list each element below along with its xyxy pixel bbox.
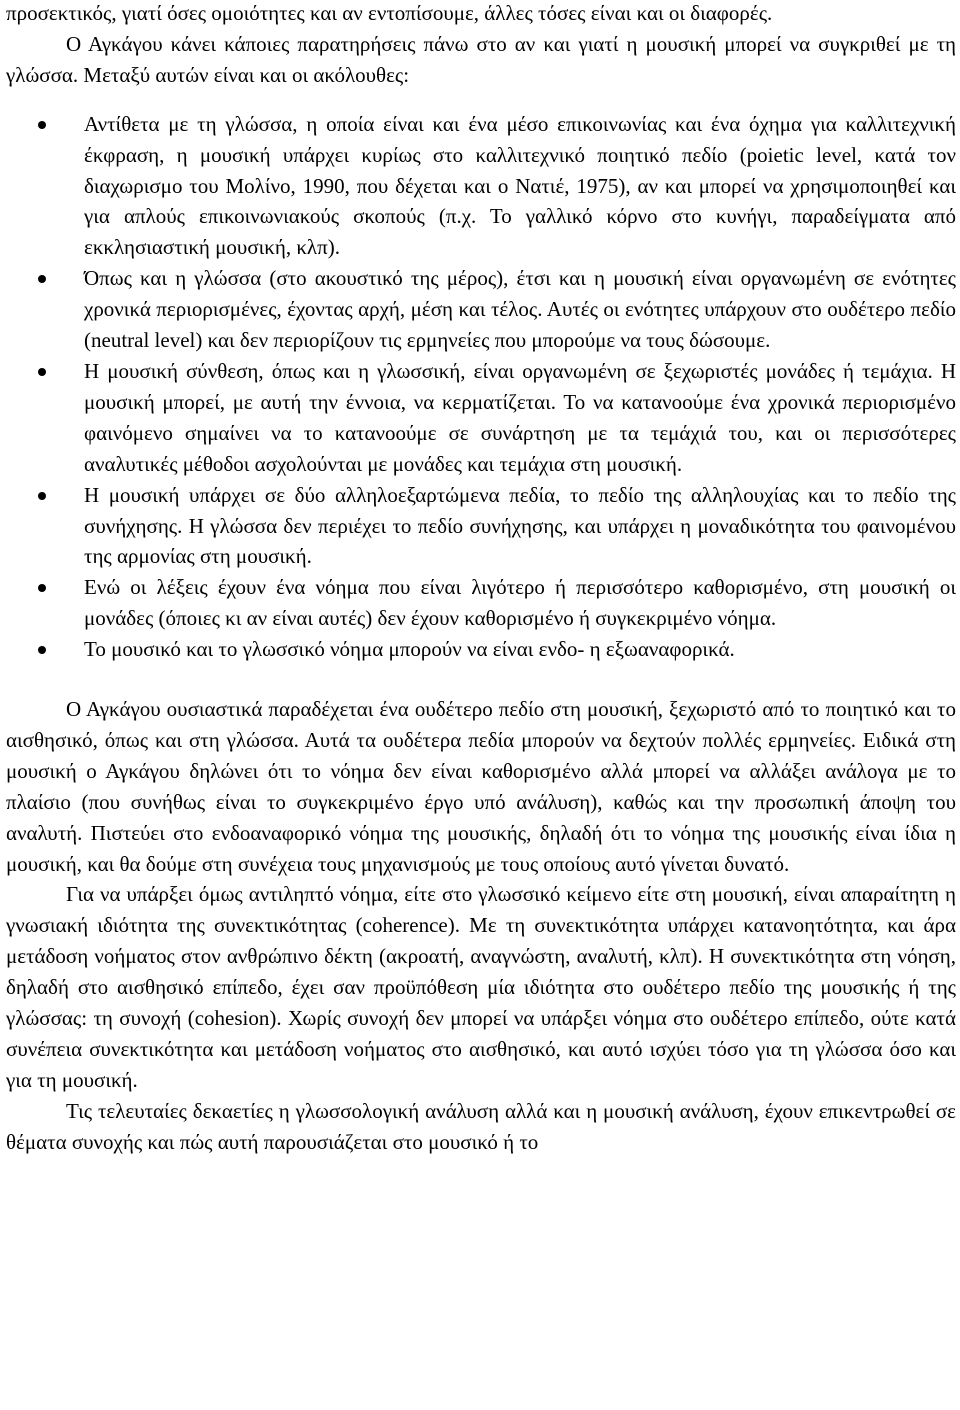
section-spacer [6,665,956,694]
body-paragraph: Για να υπάρξει όμως αντιληπτό νόημα, είτε στο γλωσσικό κείμενο είτε στη μουσική, είναι απαραίτητη η γνωσιακή ιδιότητα της συνεκτικότητας (coherence). Με τη συνεκτικότητα υπάρχει κατανοητότητα, και άρα μετάδοση νοήματος στον ανθρώπινο δέκτη (ακροατή, αναγνώστη, αναλυτή, κλπ). Η συνεκτικότητα στη νόηση, δηλαδή στο αισθησικό επίπεδο, έχει σαν προϋπόθεση μία ιδιότητα στο ουδέτερο πεδίο της μουσικής ή της γλώσσας: τη συνοχή (cohesion). Χωρίς συνοχή δεν μπορεί να υπάρξει νόημα στο ουδέτερο επίπεδο, ούτε κατά συνέπεια συνεκτικότητα και μετάδοση νοήματος στο αισθησικό, και αυτό ισχύει τόσο για τη γλώσσα όσο και για τη μουσική. [6,882,956,1092]
list-item [6,263,956,356]
bullet-icon [38,584,46,592]
bullet-icon [38,368,46,376]
list-item [6,572,956,634]
body-paragraph: Τις τελευταίες δεκαετίες η γλωσσολογική ανάλυση αλλά και η μουσική ανάλυση, έχουν επικεντρωθεί σε θέματα συνοχής και πώς αυτή παρουσιάζεται στο μουσικό ή το [6,1098,956,1154]
observations-list [6,109,956,665]
list-item-text: Όπως και η γλώσσα (στο ακουστικό της μέρος), έτσι και η μουσική είναι οργανωμένη σε ενότητες χρονικά περιορισμένες, έχοντας αρχή, μέση και τέλος. Αυτές οι ενότητες υπάρχουν στο ουδέτερο πεδίο (neutral level) και δεν περιορίζουν τις ερμηνείες που μπορούμε να τους δώσουμε. [84,266,956,353]
list-item-text: Η μουσική υπάρχει σε δύο αλληλοεξαρτώμενα πεδία, το πεδίο της αλληλουχίας και το πεδίο της συνήχησης. Η γλώσσα δεν περιέχει το πεδίο συνήχησης, και υπάρχει η μοναδικότητα του φαινομένου της αρμονίας στη μουσική. [84,482,956,569]
list-item-text: Ενώ οι λέξεις έχουν ένα νόημα που είναι λιγότερο ή περισσότερο καθορισμένο, στη μουσική οι μονάδες (όποιες κι αν είναι αυτές) δεν έχουν καθορισμένο ή συγκεκριμένο νόημα. [84,575,956,631]
intro-line-1: προσεκτικός, γιατί όσες ομοιότητες και αν εντοπίσουμε, άλλες τόσες είναι και οι διαφορές. [6,1,773,25]
list-item-text: Η μουσική σύνθεση, όπως και η γλωσσική, είναι οργανωμένη σε ξεχωριστές μονάδες ή τεμάχια. Η μουσική μπορεί, με αυτή την έννοια, να κερματίζεται. Το να κατανοούμε ένα χρονικά περιορισμένο φαινόμενο σημαίνει να το κατανοούμε σε συνάρτηση με τα τεμάχιά του, και οι περισσότερες αναλυτικές μέθοδοι ασχολούνται με μονάδες και τεμάχια στη μουσική. [84,358,956,476]
list-item [6,480,956,573]
body-paragraph: Ο Αγκάγου ουσιαστικά παραδέχεται ένα ουδέτερο πεδίο στη μουσική, ξεχωριστό από το ποιητικό και το αισθησικό, όπως και στη γλώσσα. Αυτά τα ουδέτερα πεδία μπορούν να δεχτούν πολλές ερμηνείες. Ειδικά στη μουσική ο Αγκάγου δηλώνει ότι το νόημα δεν είναι καθορισμένο αλλά μπορεί να αλλάξει ανάλογα με το πλαίσιο (που συνήθως είναι το συγκεκριμένο έργο υπό ανάλυση), καθώς και την προσωπική άποψη του αναλυτή. Πιστεύει στο ενδοαναφορικό νόημα της μουσικής, δηλαδή ότι το νόημα της μουσικής είναι ίδια η μουσική, και θα δούμε στη συνέχεια τους μηχανισμούς με τους οποίους αυτό γίνεται δυνατό. [6,697,956,876]
bullet-icon [38,646,46,654]
list-item [6,356,956,480]
list-item-text: Το μουσικό και το γλωσσικό νόημα μπορούν να είναι ενδο- η εξωαναφορικά. [84,637,735,662]
bullet-icon [38,121,46,129]
bullet-icon [38,275,46,283]
intro-line-2: Ο Αγκάγου κάνει κάποιες παρατηρήσεις πάνω στο αν και γιατί η μουσική μπορεί να συγκριθεί με τη γλώσσα. Μεταξύ αυτών είναι και οι ακόλουθες: [6,31,956,87]
list-item-text: Αντίθετα με τη γλώσσα, η οποία είναι και ένα μέσο επικοινωνίας και ένα όχημα για καλλιτεχνική έκφραση, η μουσική υπάρχει κυρίως στο καλλιτεχνικό ποιητικό πεδίο (poietic level, κατά τον διαχωρισμο του Μολίνο, 1990, που δέχεται και ο Νατιέ, 1975), αν και μπορεί να χρησιμοποιηθεί και για απλούς επικοινωνιακούς σκοπούς (π.χ. Το γαλλικό κόρνο στο κυνήγι, παραδείγματα από εκκλησιαστική μουσική, κλπ). [84,111,956,260]
bullet-icon [38,492,46,500]
list-item [6,109,956,264]
list-item [6,634,956,665]
